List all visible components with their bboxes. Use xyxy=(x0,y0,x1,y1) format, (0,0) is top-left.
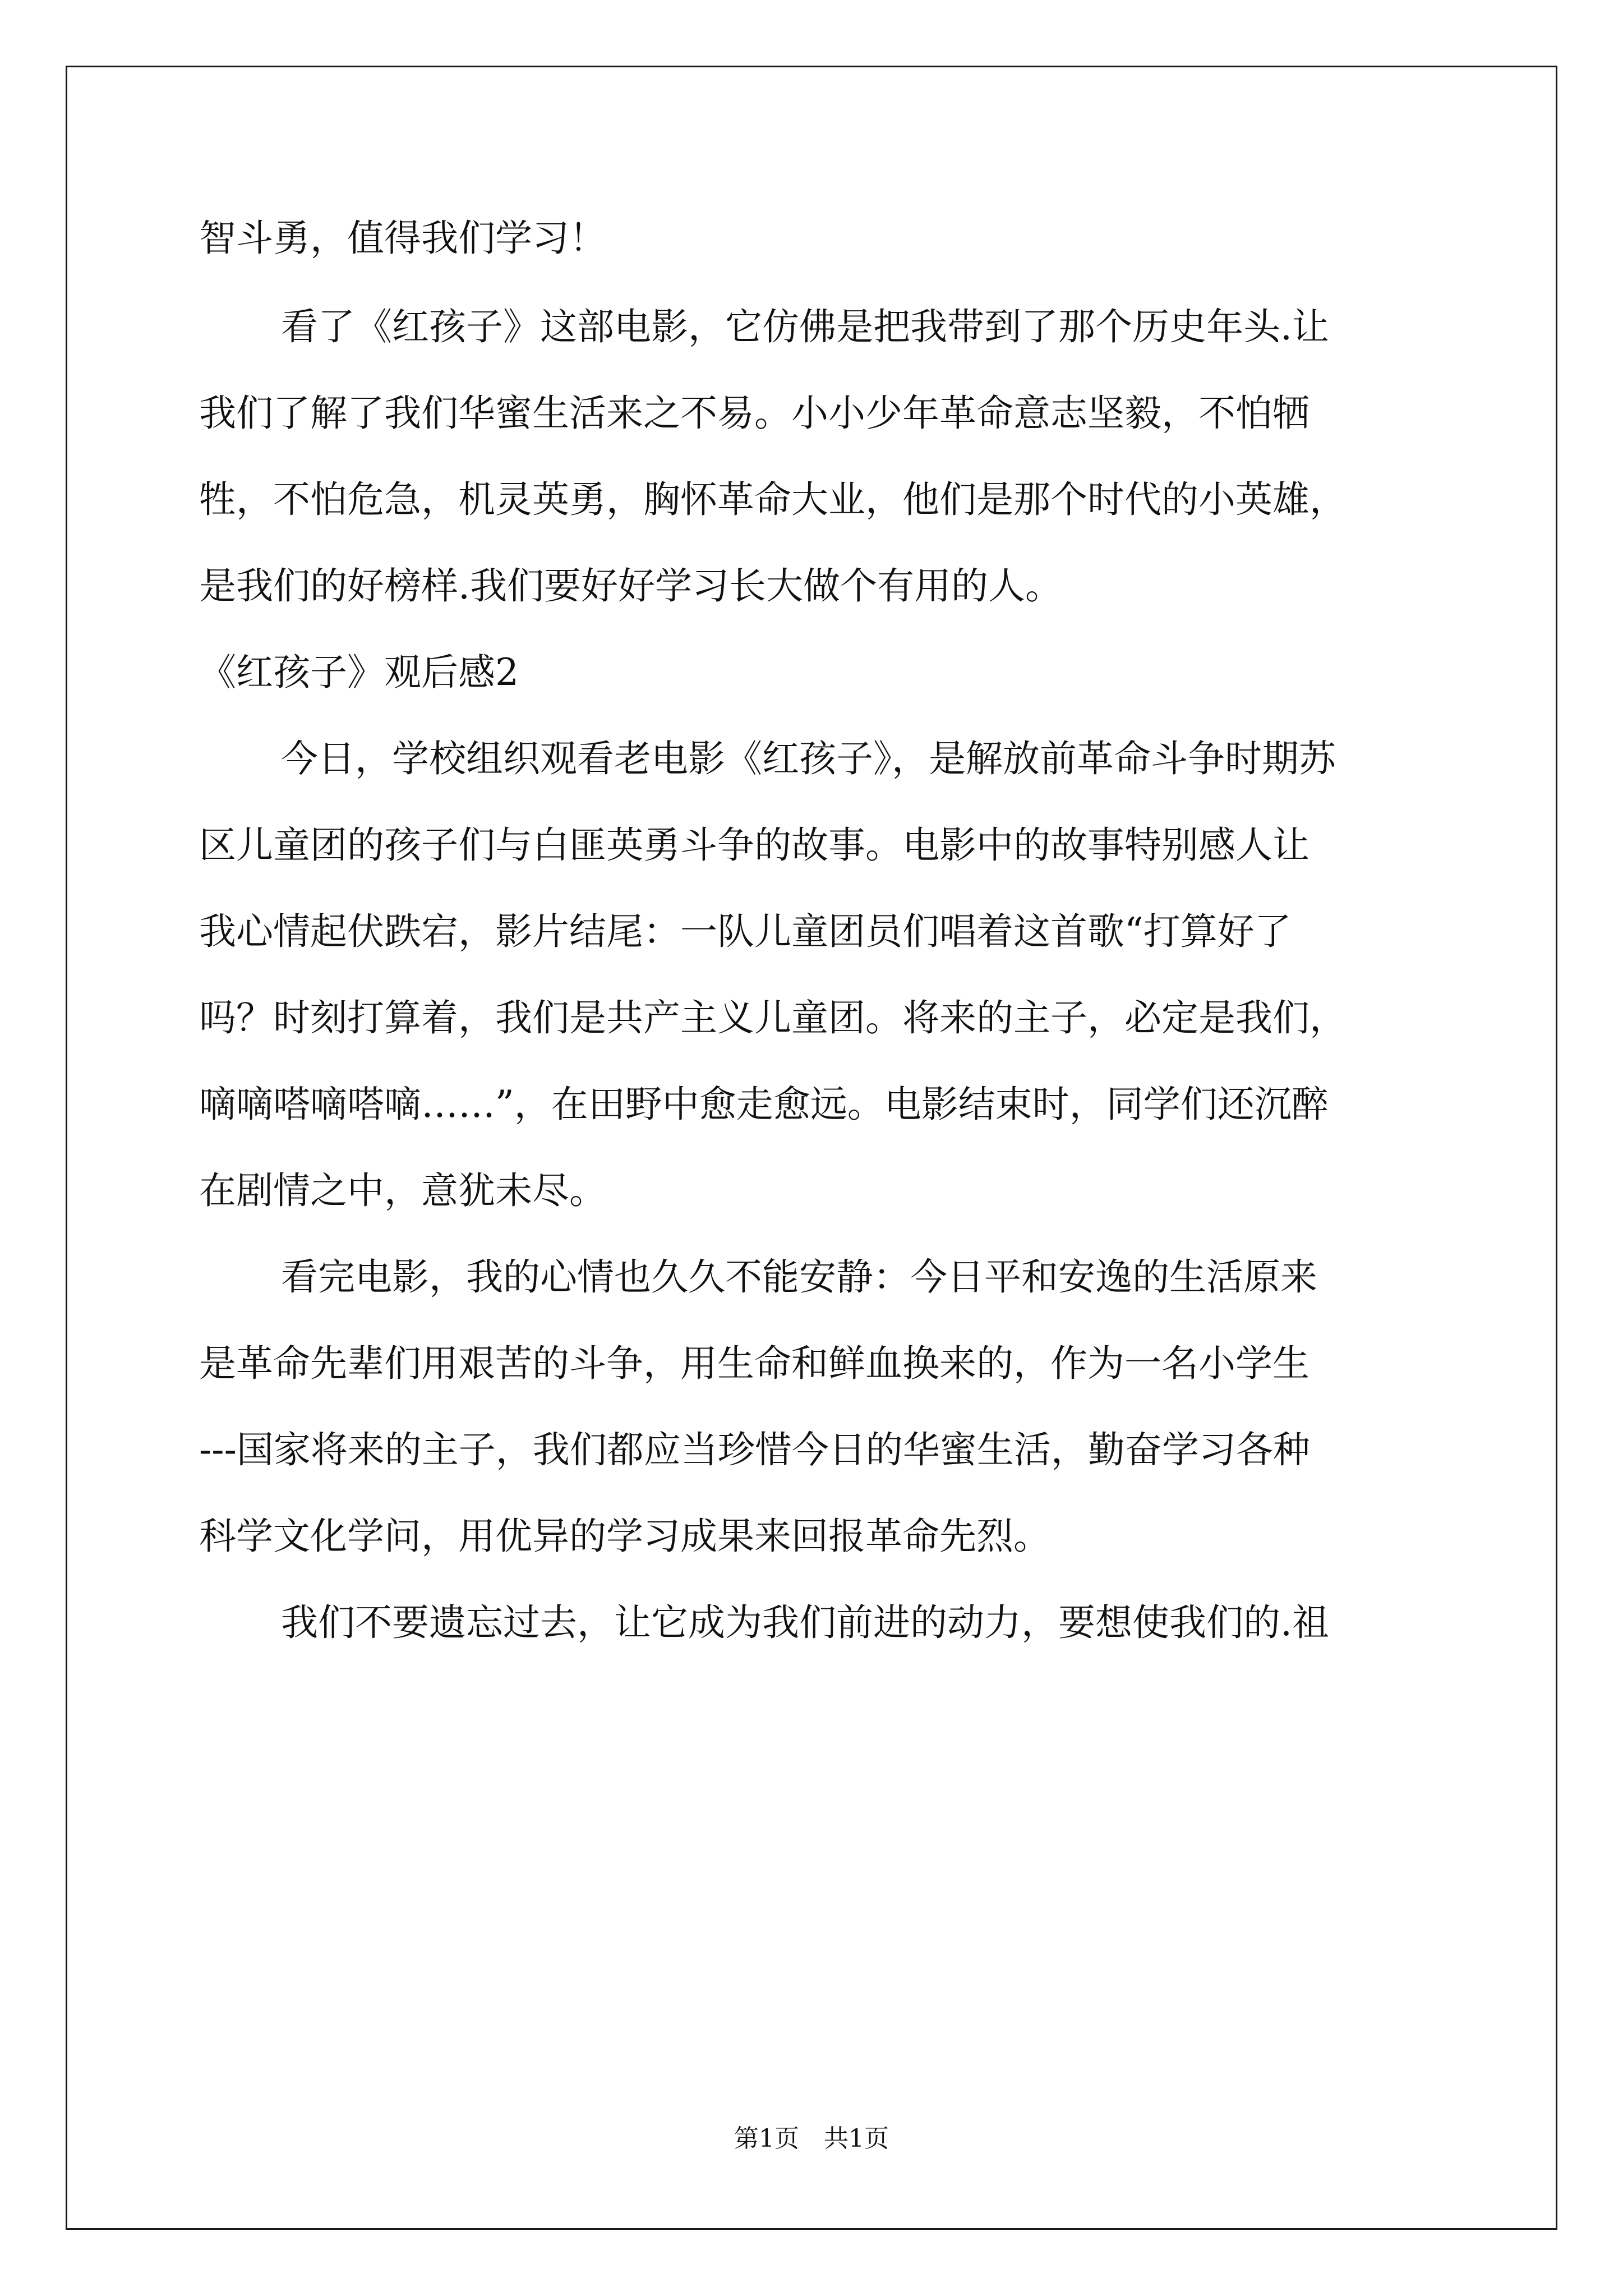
section-heading: 《红孩子》观后感2 xyxy=(199,651,519,694)
text-line: 区儿童团的孩子们与白匪英勇斗争的故事。电影中的故事特别感人让 xyxy=(199,823,1310,867)
text-line: 智斗勇，值得我们学习！ xyxy=(199,217,606,260)
text-line: ---国家将来的主子，我们都应当珍惜今日的华蜜生活，勤奋学习各种 xyxy=(199,1428,1310,1471)
paragraph-first-line: 我们不要遗忘过去，让它成为我们前进的动力，要想使我们的.祖 xyxy=(281,1601,1329,1644)
text-line: 我心情起伏跌宕，影片结尾：一队儿童团员们唱着这首歌“打算好了 xyxy=(199,910,1292,953)
text-line: 我们了解了我们华蜜生活来之不易。小小少年革命意志坚毅，不怕牺 xyxy=(199,392,1310,435)
paragraph-first-line: 今日，学校组织观看老电影《红孩子》，是解放前革命斗争时期苏 xyxy=(281,737,1336,780)
text-line: 嘀嘀嗒嘀嗒嘀……”，在田野中愈走愈远。电影结束时，同学们还沉醉 xyxy=(199,1083,1329,1126)
paragraph-first-line: 看了《红孩子》这部电影，它仿佛是把我带到了那个历史年头.让 xyxy=(281,305,1329,348)
text-line: 牲，不怕危急，机灵英勇，胸怀革命大业，他们是那个时代的小英雄， xyxy=(199,478,1347,521)
text-line: 是我们的好榜样.我们要好好学习长大做个有用的人。 xyxy=(199,564,1062,608)
page-border xyxy=(66,66,1557,2230)
text-line: 科学文化学问，用优异的学习成果来回报革命先烈。 xyxy=(199,1515,1050,1558)
text-line: 在剧情之中，意犹未尽。 xyxy=(199,1169,606,1212)
paragraph-first-line: 看完电影，我的心情也久久不能安静：今日平和安逸的生活原来 xyxy=(281,1255,1317,1299)
text-line: 吗？时刻打算着，我们是共产主义儿童团。将来的主子，必定是我们， xyxy=(199,996,1347,1039)
text-line: 是革命先辈们用艰苦的斗争，用生命和鲜血换来的，作为一名小学生 xyxy=(199,1342,1310,1385)
page-footer: 第1页 共1页 xyxy=(734,2124,889,2153)
